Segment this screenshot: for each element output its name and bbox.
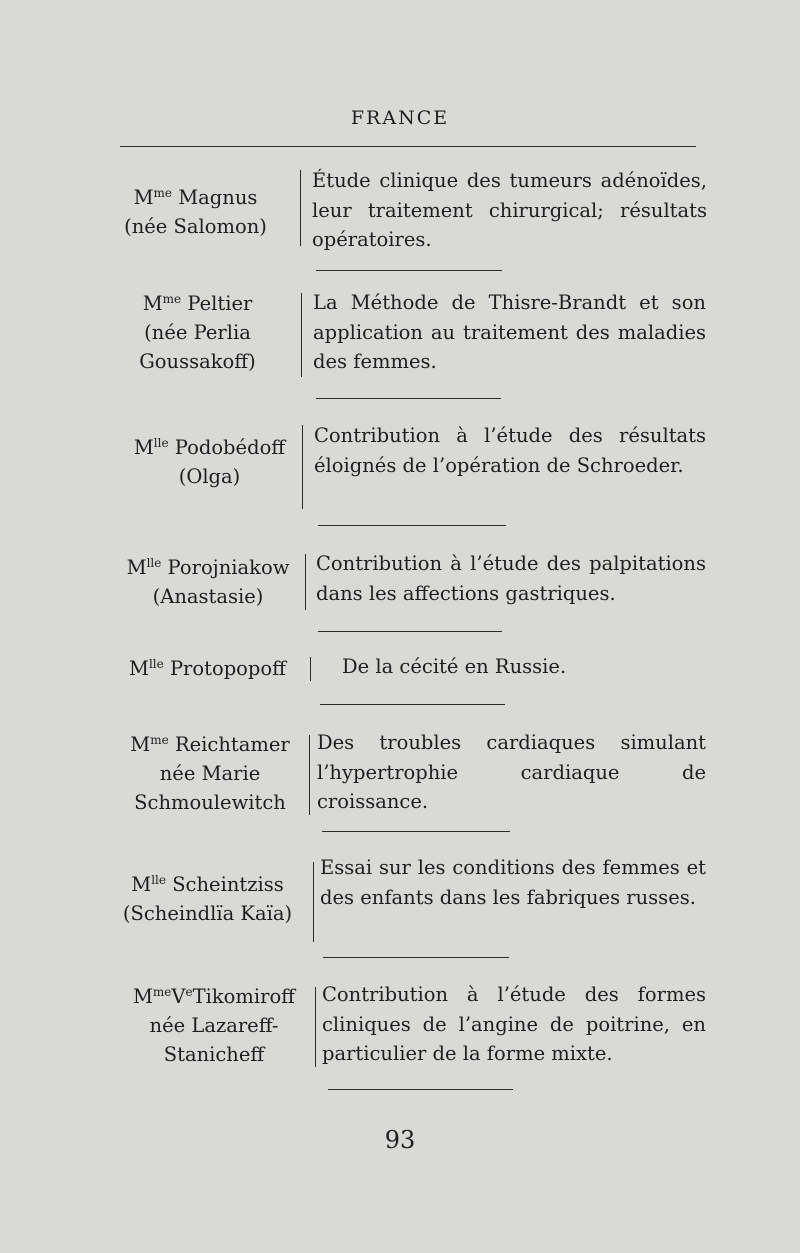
author-title: M [131,873,152,896]
author-title-sup: lle [151,873,166,887]
author-name [108,553,308,611]
author-title: M [126,556,147,579]
author-name [110,730,310,817]
author-title-sup: me [153,186,173,200]
thesis-title: Contribution à l’étude des palpitations dans les affections gastriques. [316,552,706,605]
column-divider [310,657,311,681]
author-name-line-3: Stanicheff [163,1043,265,1066]
column-divider [300,170,301,246]
author-title-sup: lle [146,556,162,570]
author-surname: Scheintziss [172,873,284,896]
author-title: M [128,657,149,680]
thesis-title: Essai sur les conditions des femmes et des enfants dans les fabriques russes. [320,856,706,909]
column-divider [305,554,306,610]
thesis-title: De la cécité en Russie. [342,655,567,678]
author-name-line-2: (Scheindlïa Kaïa) [122,902,293,925]
author-name [110,654,305,683]
author-name-line-2: née Marie [159,762,261,785]
author-name-line-2: (Anastasie) [152,585,264,608]
entry-separator [322,831,510,832]
column-divider [313,862,314,942]
author-name [88,183,303,241]
author-surname: Reichtamer [174,733,290,756]
entry-separator [316,270,502,271]
author-name-line-1 [110,654,305,683]
entry-separator [318,631,502,632]
author-name [90,289,305,376]
thesis-title: Contribution à l’étude des résultats éloignés de l’opération de Schroeder. [314,424,706,477]
author-title-sup: me [150,733,169,747]
column-divider [301,293,302,377]
author-name-line-2: (Olga) [178,465,241,488]
author-title-widow-sup: e [185,985,193,999]
author-name [102,433,317,491]
author-name-line-2: née Lazareff- [149,1014,279,1037]
author-surname: Tikomiroff [192,985,296,1008]
author-title-sup: me [162,292,182,306]
page-number: 93 [384,1126,416,1154]
author-name-line-1 [100,870,315,899]
entry-separator [320,704,505,705]
column-divider [302,425,303,509]
author-name-line-1 [110,730,310,759]
author-name-line-3: Schmoulewitch [134,791,286,814]
author-name-line-1 [90,289,305,318]
thesis-title: La Méthode de Thisre-Brandt et son application au traitement des maladies des femmes. [313,291,706,373]
author-title-sup: lle [153,436,169,450]
author-title: M [142,292,163,315]
author-surname: Porojniakow [167,556,290,579]
author-surname: Podobédoff [174,436,286,459]
author-name-line-2: (née Perlia [144,321,251,344]
author-surname: Protopopoff [169,657,286,680]
author-name-line-1 [108,553,308,582]
entry-separator [328,1089,513,1090]
author-title-widow: V [171,985,186,1008]
page-header: FRANCE [350,107,450,129]
author-surname: Magnus [178,186,258,209]
author-surname: Peltier [187,292,253,315]
column-divider [309,735,310,815]
thesis-title: Contribution à l’étude des formes cliniques de l’angine de poitrine, en particulier de la forme mixte. [322,983,706,1065]
author-title: M [130,733,151,756]
author-name-line-1 [110,982,318,1011]
author-title-sup: lle [148,657,164,671]
author-title: M [133,436,154,459]
entry-separator [316,398,501,399]
author-title: M [132,985,153,1008]
header-rule [120,146,696,147]
author-name-line-2: (née Salomon) [124,215,267,238]
author-title: M [133,186,154,209]
column-divider [315,987,316,1067]
author-title-sup: me [152,985,172,999]
thesis-title: Des troubles cardiaques simulant l’hypertrophie cardiaque de croissance. [317,731,706,813]
author-name [110,982,318,1069]
thesis-title: Étude clinique des tumeurs adénoïdes, leur traitement chirurgical; résultats opératoires. [312,169,707,251]
author-name-line-3: Goussakoff) [139,350,256,373]
author-name-line-1 [88,183,303,212]
author-name-line-1 [102,433,317,462]
author-name [100,870,315,928]
entry-separator [318,525,506,526]
entry-separator [323,957,509,958]
